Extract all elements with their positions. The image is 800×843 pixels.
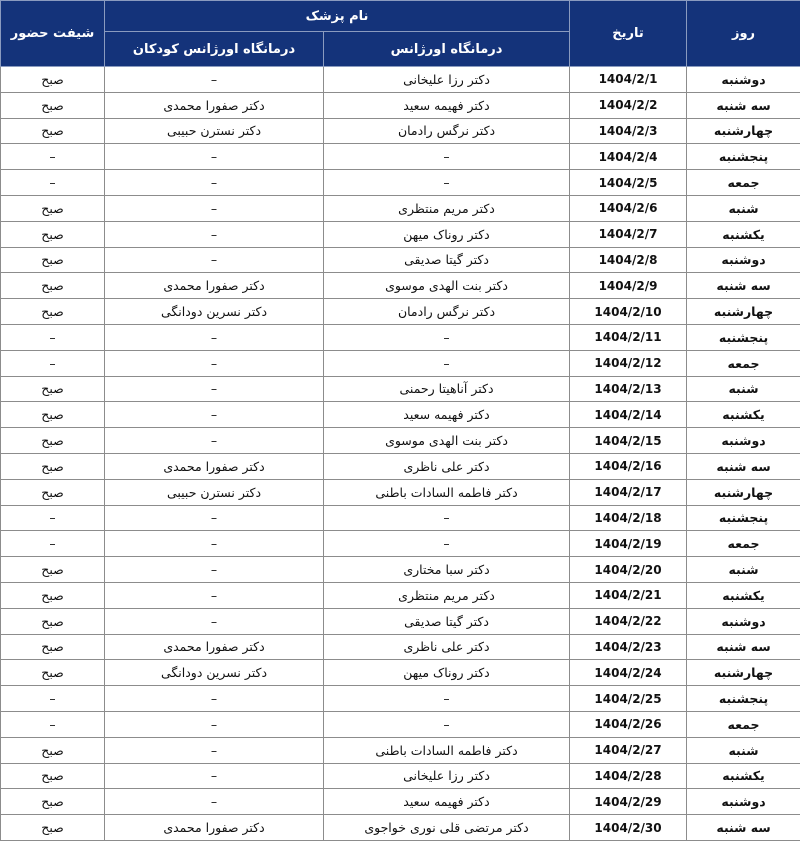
table-row bbox=[1, 324, 800, 350]
shift-cell: صبح bbox=[1, 789, 105, 815]
date-cell: 1404/2/11 bbox=[570, 324, 687, 350]
pediatric-doctor-cell: دکتر صفورا محمدی bbox=[105, 634, 324, 660]
emergency-doctor-cell: دکتر گیتا صدیقی bbox=[324, 247, 570, 273]
table-row bbox=[1, 170, 800, 196]
emergency-doctor-cell: دکتر فاطمه السادات باطنی bbox=[324, 479, 570, 505]
pediatric-doctor-cell: – bbox=[105, 67, 324, 93]
date-cell: 1404/2/21 bbox=[570, 582, 687, 608]
table-row bbox=[1, 67, 800, 93]
shift-cell: صبح bbox=[1, 299, 105, 325]
table-row bbox=[1, 763, 800, 789]
date-cell: 1404/2/27 bbox=[570, 737, 687, 763]
day-cell: یکشنبه bbox=[687, 402, 800, 428]
emergency-doctor-cell: دکتر علی ناظری bbox=[324, 453, 570, 479]
shift-cell: صبح bbox=[1, 763, 105, 789]
date-cell: 1404/2/15 bbox=[570, 428, 687, 454]
shift-cell: صبح bbox=[1, 195, 105, 221]
date-cell: 1404/2/8 bbox=[570, 247, 687, 273]
emergency-doctor-cell: دکتر علی ناظری bbox=[324, 634, 570, 660]
table-row bbox=[1, 299, 800, 325]
emergency-doctor-cell: دکتر نرگس رادمان bbox=[324, 299, 570, 325]
emergency-doctor-cell: – bbox=[324, 711, 570, 737]
day-cell: جمعه bbox=[687, 350, 800, 376]
emergency-doctor-cell: – bbox=[324, 505, 570, 531]
header-emergency-clinic: درمانگاه اورژانس bbox=[324, 32, 570, 67]
date-cell: 1404/2/30 bbox=[570, 815, 687, 841]
date-cell: 1404/2/28 bbox=[570, 763, 687, 789]
table-header bbox=[1, 1, 800, 67]
emergency-doctor-cell: دکتر فهیمه سعید bbox=[324, 789, 570, 815]
table-row bbox=[1, 531, 800, 557]
day-cell: سه شنبه bbox=[687, 92, 800, 118]
emergency-doctor-cell: – bbox=[324, 170, 570, 196]
pediatric-doctor-cell: دکتر صفورا محمدی bbox=[105, 273, 324, 299]
header-day: روز bbox=[687, 1, 800, 67]
pediatric-doctor-cell: – bbox=[105, 247, 324, 273]
table-row bbox=[1, 815, 800, 841]
pediatric-doctor-cell: – bbox=[105, 350, 324, 376]
pediatric-doctor-cell: – bbox=[105, 428, 324, 454]
header-pediatric-emergency-clinic: درمانگاه اورژانس کودکان bbox=[105, 32, 324, 67]
date-cell: 1404/2/3 bbox=[570, 118, 687, 144]
shift-cell: – bbox=[1, 711, 105, 737]
table-row bbox=[1, 195, 800, 221]
day-cell: یکشنبه bbox=[687, 582, 800, 608]
shift-cell: صبح bbox=[1, 660, 105, 686]
date-cell: 1404/2/24 bbox=[570, 660, 687, 686]
pediatric-doctor-cell: – bbox=[105, 763, 324, 789]
table-row bbox=[1, 247, 800, 273]
table-row bbox=[1, 144, 800, 170]
pediatric-doctor-cell: – bbox=[105, 170, 324, 196]
table-row bbox=[1, 350, 800, 376]
emergency-doctor-cell: دکتر مریم منتظری bbox=[324, 195, 570, 221]
pediatric-doctor-cell: دکتر صفورا محمدی bbox=[105, 815, 324, 841]
shift-cell: – bbox=[1, 350, 105, 376]
pediatric-doctor-cell: – bbox=[105, 582, 324, 608]
date-cell: 1404/2/20 bbox=[570, 557, 687, 583]
emergency-doctor-cell: دکتر سبا مختاری bbox=[324, 557, 570, 583]
day-cell: دوشنبه bbox=[687, 247, 800, 273]
shift-cell: صبح bbox=[1, 608, 105, 634]
emergency-doctor-cell: دکتر نرگس رادمان bbox=[324, 118, 570, 144]
shift-cell: صبح bbox=[1, 582, 105, 608]
pediatric-doctor-cell: – bbox=[105, 737, 324, 763]
date-cell: 1404/2/19 bbox=[570, 531, 687, 557]
pediatric-doctor-cell: – bbox=[105, 505, 324, 531]
shift-cell: صبح bbox=[1, 737, 105, 763]
table-row bbox=[1, 273, 800, 299]
day-cell: پنجشنبه bbox=[687, 686, 800, 712]
shift-cell: صبح bbox=[1, 118, 105, 144]
date-cell: 1404/2/16 bbox=[570, 453, 687, 479]
table-row bbox=[1, 737, 800, 763]
header-date: تاریخ bbox=[570, 1, 687, 67]
table-row bbox=[1, 221, 800, 247]
date-cell: 1404/2/4 bbox=[570, 144, 687, 170]
emergency-doctor-cell: دکتر روناک میهن bbox=[324, 660, 570, 686]
shift-cell: صبح bbox=[1, 479, 105, 505]
day-cell: سه شنبه bbox=[687, 273, 800, 299]
shift-cell: صبح bbox=[1, 428, 105, 454]
pediatric-doctor-cell: دکتر صفورا محمدی bbox=[105, 92, 324, 118]
emergency-doctor-cell: – bbox=[324, 324, 570, 350]
emergency-doctor-cell: دکتر بنت الهدی موسوی bbox=[324, 428, 570, 454]
pediatric-doctor-cell: – bbox=[105, 686, 324, 712]
day-cell: چهارشنبه bbox=[687, 660, 800, 686]
day-cell: دوشنبه bbox=[687, 789, 800, 815]
date-cell: 1404/2/1 bbox=[570, 67, 687, 93]
pediatric-doctor-cell: دکتر نسرین دودانگی bbox=[105, 299, 324, 325]
day-cell: شنبه bbox=[687, 195, 800, 221]
header-shift: شیفت حضور bbox=[1, 1, 105, 67]
pediatric-doctor-cell: – bbox=[105, 789, 324, 815]
date-cell: 1404/2/25 bbox=[570, 686, 687, 712]
table-row bbox=[1, 376, 800, 402]
shift-cell: صبح bbox=[1, 453, 105, 479]
pediatric-doctor-cell: – bbox=[105, 376, 324, 402]
date-cell: 1404/2/2 bbox=[570, 92, 687, 118]
table-row bbox=[1, 608, 800, 634]
day-cell: یکشنبه bbox=[687, 763, 800, 789]
pediatric-doctor-cell: – bbox=[105, 221, 324, 247]
day-cell: دوشنبه bbox=[687, 67, 800, 93]
emergency-doctor-cell: دکتر مریم منتظری bbox=[324, 582, 570, 608]
table-row bbox=[1, 428, 800, 454]
table-row bbox=[1, 479, 800, 505]
pediatric-doctor-cell: – bbox=[105, 557, 324, 583]
emergency-doctor-cell: دکتر رزا علیخانی bbox=[324, 67, 570, 93]
table-row bbox=[1, 92, 800, 118]
pediatric-doctor-cell: – bbox=[105, 402, 324, 428]
date-cell: 1404/2/22 bbox=[570, 608, 687, 634]
day-cell: سه شنبه bbox=[687, 815, 800, 841]
day-cell: شنبه bbox=[687, 557, 800, 583]
day-cell: شنبه bbox=[687, 376, 800, 402]
table-body bbox=[1, 67, 800, 841]
shift-cell: صبح bbox=[1, 67, 105, 93]
table-row bbox=[1, 711, 800, 737]
pediatric-doctor-cell: دکتر نسترن حبیبی bbox=[105, 118, 324, 144]
emergency-doctor-cell: – bbox=[324, 350, 570, 376]
emergency-doctor-cell: دکتر روناک میهن bbox=[324, 221, 570, 247]
table-row bbox=[1, 789, 800, 815]
emergency-doctor-cell: دکتر گیتا صدیقی bbox=[324, 608, 570, 634]
shift-cell: – bbox=[1, 144, 105, 170]
date-cell: 1404/2/6 bbox=[570, 195, 687, 221]
date-cell: 1404/2/10 bbox=[570, 299, 687, 325]
header-doctor-name: نام پزشک bbox=[105, 1, 570, 32]
pediatric-doctor-cell: دکتر صفورا محمدی bbox=[105, 453, 324, 479]
shift-cell: صبح bbox=[1, 247, 105, 273]
day-cell: جمعه bbox=[687, 711, 800, 737]
shift-cell: صبح bbox=[1, 557, 105, 583]
day-cell: جمعه bbox=[687, 170, 800, 196]
date-cell: 1404/2/26 bbox=[570, 711, 687, 737]
day-cell: دوشنبه bbox=[687, 428, 800, 454]
emergency-doctor-cell: دکتر آناهیتا رحمنی bbox=[324, 376, 570, 402]
emergency-doctor-cell: دکتر مرتضی قلی نوری خواجوی bbox=[324, 815, 570, 841]
table-row bbox=[1, 402, 800, 428]
day-cell: شنبه bbox=[687, 737, 800, 763]
date-cell: 1404/2/13 bbox=[570, 376, 687, 402]
pediatric-doctor-cell: – bbox=[105, 324, 324, 350]
table-row bbox=[1, 634, 800, 660]
shift-cell: – bbox=[1, 531, 105, 557]
day-cell: دوشنبه bbox=[687, 608, 800, 634]
day-cell: چهارشنبه bbox=[687, 479, 800, 505]
emergency-doctor-cell: دکتر فهیمه سعید bbox=[324, 92, 570, 118]
day-cell: پنجشنبه bbox=[687, 144, 800, 170]
emergency-doctor-cell: – bbox=[324, 531, 570, 557]
pediatric-doctor-cell: – bbox=[105, 144, 324, 170]
day-cell: سه شنبه bbox=[687, 453, 800, 479]
day-cell: چهارشنبه bbox=[687, 118, 800, 144]
emergency-doctor-cell: دکتر رزا علیخانی bbox=[324, 763, 570, 789]
emergency-doctor-cell: – bbox=[324, 144, 570, 170]
day-cell: جمعه bbox=[687, 531, 800, 557]
date-cell: 1404/2/7 bbox=[570, 221, 687, 247]
table-row bbox=[1, 118, 800, 144]
day-cell: سه شنبه bbox=[687, 634, 800, 660]
shift-cell: صبح bbox=[1, 221, 105, 247]
pediatric-doctor-cell: – bbox=[105, 711, 324, 737]
table-row bbox=[1, 453, 800, 479]
shift-cell: – bbox=[1, 686, 105, 712]
shift-cell: صبح bbox=[1, 273, 105, 299]
day-cell: پنجشنبه bbox=[687, 505, 800, 531]
date-cell: 1404/2/14 bbox=[570, 402, 687, 428]
shift-cell: صبح bbox=[1, 402, 105, 428]
table-row bbox=[1, 686, 800, 712]
pediatric-doctor-cell: – bbox=[105, 195, 324, 221]
pediatric-doctor-cell: – bbox=[105, 531, 324, 557]
date-cell: 1404/2/29 bbox=[570, 789, 687, 815]
table-row bbox=[1, 557, 800, 583]
date-cell: 1404/2/5 bbox=[570, 170, 687, 196]
pediatric-doctor-cell: دکتر نسرین دودانگی bbox=[105, 660, 324, 686]
date-cell: 1404/2/23 bbox=[570, 634, 687, 660]
emergency-doctor-cell: – bbox=[324, 686, 570, 712]
pediatric-doctor-cell: دکتر نسترن حبیبی bbox=[105, 479, 324, 505]
day-cell: پنجشنبه bbox=[687, 324, 800, 350]
emergency-doctor-cell: دکتر فاطمه السادات باطنی bbox=[324, 737, 570, 763]
shift-cell: – bbox=[1, 505, 105, 531]
day-cell: چهارشنبه bbox=[687, 299, 800, 325]
date-cell: 1404/2/9 bbox=[570, 273, 687, 299]
table-row bbox=[1, 582, 800, 608]
date-cell: 1404/2/18 bbox=[570, 505, 687, 531]
shift-cell: صبح bbox=[1, 92, 105, 118]
emergency-doctor-cell: دکتر بنت الهدی موسوی bbox=[324, 273, 570, 299]
shift-cell: صبح bbox=[1, 815, 105, 841]
date-cell: 1404/2/12 bbox=[570, 350, 687, 376]
date-cell: 1404/2/17 bbox=[570, 479, 687, 505]
pediatric-doctor-cell: – bbox=[105, 608, 324, 634]
shift-cell: – bbox=[1, 324, 105, 350]
table-row bbox=[1, 660, 800, 686]
shift-cell: صبح bbox=[1, 634, 105, 660]
day-cell: یکشنبه bbox=[687, 221, 800, 247]
shift-cell: – bbox=[1, 170, 105, 196]
emergency-doctor-cell: دکتر فهیمه سعید bbox=[324, 402, 570, 428]
table-row bbox=[1, 505, 800, 531]
shift-cell: صبح bbox=[1, 376, 105, 402]
